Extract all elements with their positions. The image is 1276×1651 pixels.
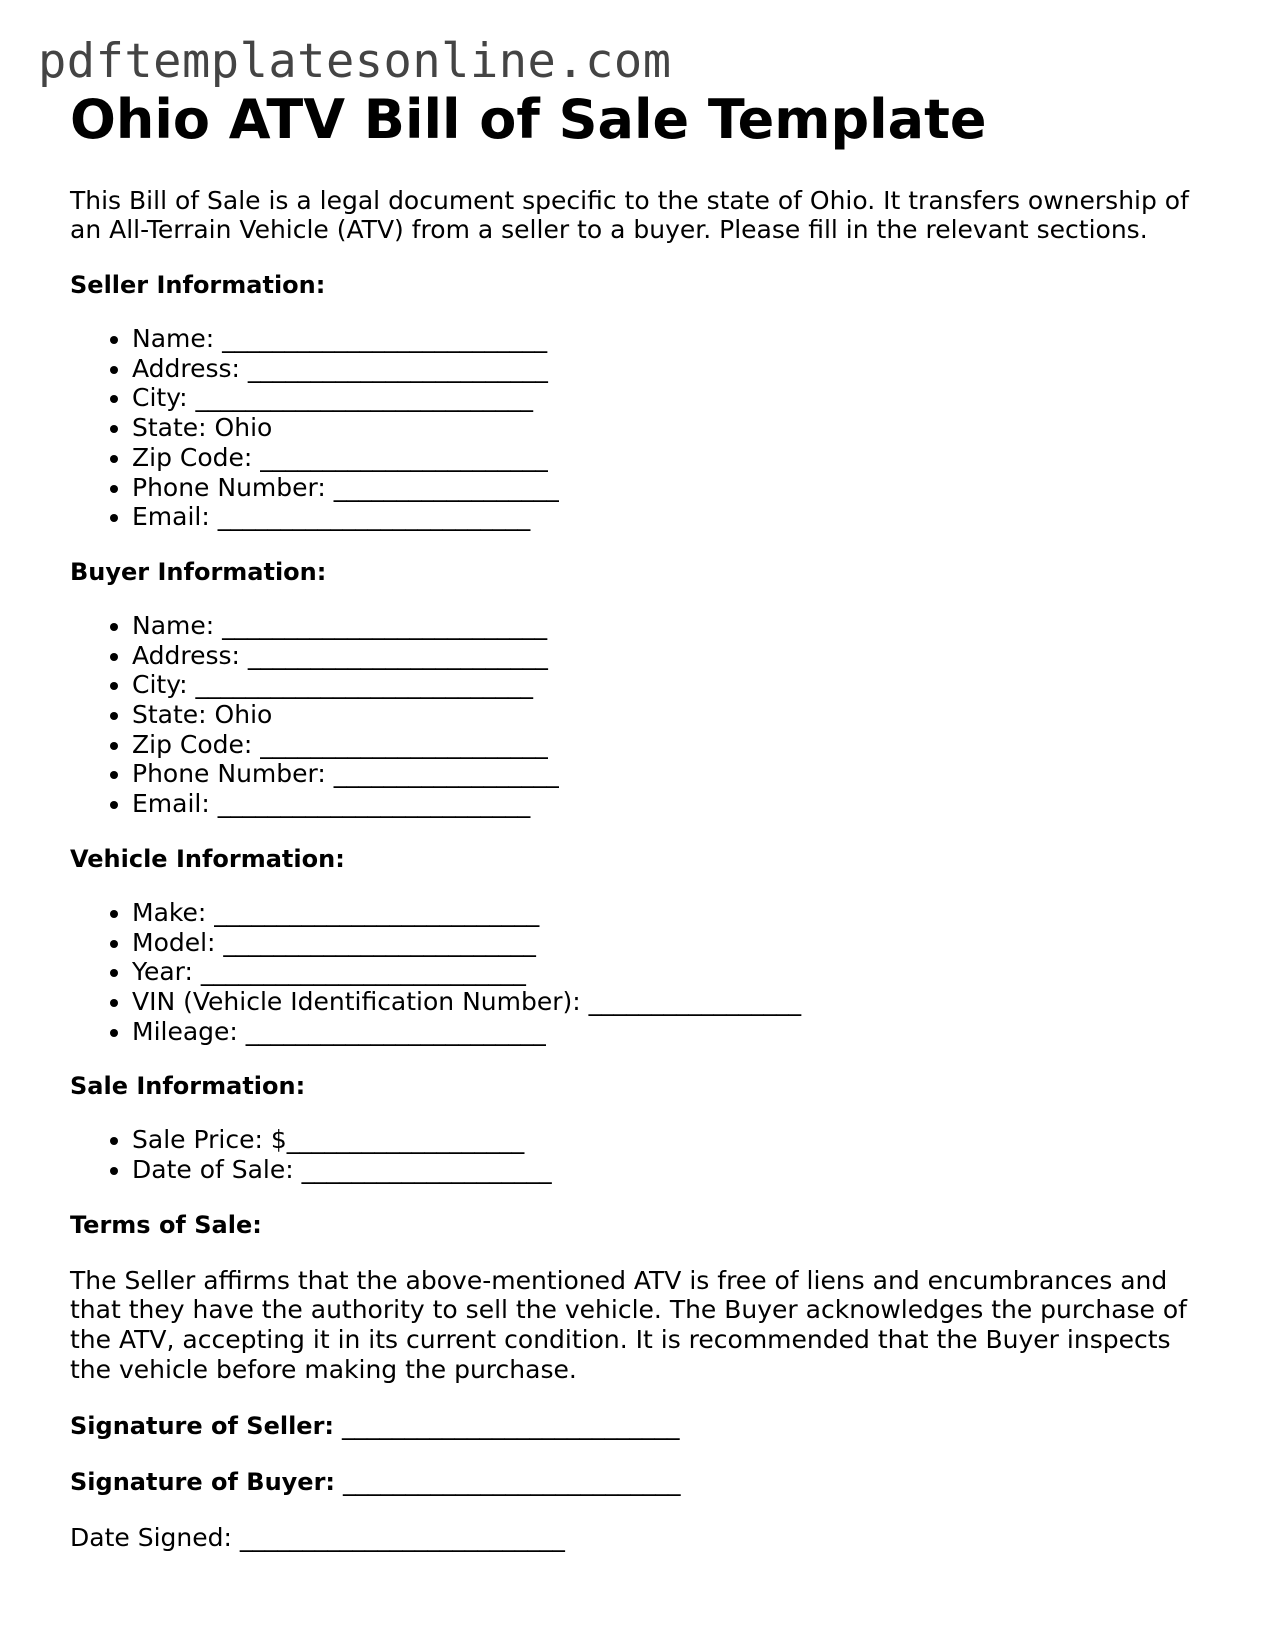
page-title: Ohio ATV Bill of Sale Template [70, 88, 987, 151]
buyer-phone-field[interactable]: • Phone Number: __________________ [132, 759, 1210, 789]
vehicle-mileage-field[interactable]: • Mileage: ________________________ [132, 1017, 1210, 1047]
buyer-list [70, 611, 1210, 819]
seller-phone-field[interactable]: • Phone Number: __________________ [132, 473, 1210, 503]
sale-list [70, 1125, 1210, 1184]
watermark: pdftemplatesonline.com [38, 34, 672, 89]
buyer-state-field: • State: Ohio [132, 700, 1210, 730]
buyer-name-field[interactable]: • Name: __________________________ [132, 611, 1210, 641]
seller-name-field[interactable]: • Name: __________________________ [132, 324, 1210, 354]
vehicle-heading: Vehicle Information: [70, 844, 345, 873]
sale-price-field[interactable]: • Sale Price: $___________________ [132, 1125, 1210, 1155]
terms-heading: Terms of Sale: [70, 1210, 262, 1239]
date-signed-label: Date Signed: [70, 1522, 232, 1552]
seller-address-field[interactable]: • Address: ________________________ [132, 354, 1210, 384]
buyer-email-field[interactable]: • Email: _________________________ [132, 789, 1210, 819]
date-signed-blank[interactable]: __________________________ [239, 1522, 565, 1552]
document-body [70, 88, 1210, 1552]
buyer-address-field[interactable]: • Address: ________________________ [132, 641, 1210, 671]
seller-list [70, 324, 1210, 532]
seller-state-field: • State: Ohio [132, 413, 1210, 443]
terms-paragraph: The Seller affirms that the above-mentioned ATV is free of liens and encumbrances and that they have the authority to sell the vehicle. The Buyer acknowledges the purchase of the ATV, accepting it in its current condition. It is recommended that the Buyer inspects the vehicle before making the purchase. [70, 1265, 1187, 1384]
sale-date-field[interactable]: • Date of Sale: ____________________ [132, 1155, 1210, 1185]
seller-zip-field[interactable]: • Zip Code: _______________________ [132, 443, 1210, 473]
sale-heading: Sale Information: [70, 1072, 306, 1101]
buyer-heading: Buyer Information: [70, 557, 327, 586]
seller-signature-label: Signature of Seller: [70, 1411, 335, 1440]
date-signed-line[interactable] [70, 1523, 1210, 1552]
seller-heading: Seller Information: [70, 271, 326, 299]
vehicle-vin-field[interactable]: • VIN (Vehicle Identification Number): _________________ [132, 987, 1210, 1017]
vehicle-model-field[interactable]: • Model: _________________________ [132, 928, 1210, 958]
seller-signature-line[interactable] [70, 1411, 1210, 1441]
buyer-signature-label: Signature of Buyer: [70, 1467, 336, 1496]
buyer-signature-line[interactable] [70, 1467, 1210, 1497]
vehicle-list [70, 898, 1210, 1047]
vehicle-year-field[interactable]: • Year: __________________________ [132, 957, 1210, 987]
vehicle-make-field[interactable]: • Make: __________________________ [132, 898, 1210, 928]
buyer-city-field[interactable]: • City: ___________________________ [132, 670, 1210, 700]
intro-paragraph: This Bill of Sale is a legal document specific to the state of Ohio. It transfers ownership of an All-Terrain Vehicle (ATV) from a seller to a buyer. Please fill in the relevant sections. [70, 186, 1189, 244]
buyer-zip-field[interactable]: • Zip Code: _______________________ [132, 730, 1210, 760]
seller-city-field[interactable]: • City: ___________________________ [132, 383, 1210, 413]
buyer-signature-blank[interactable]: ___________________________ [342, 1466, 681, 1496]
seller-email-field[interactable]: • Email: _________________________ [132, 502, 1210, 532]
seller-signature-blank[interactable]: ___________________________ [341, 1410, 680, 1440]
